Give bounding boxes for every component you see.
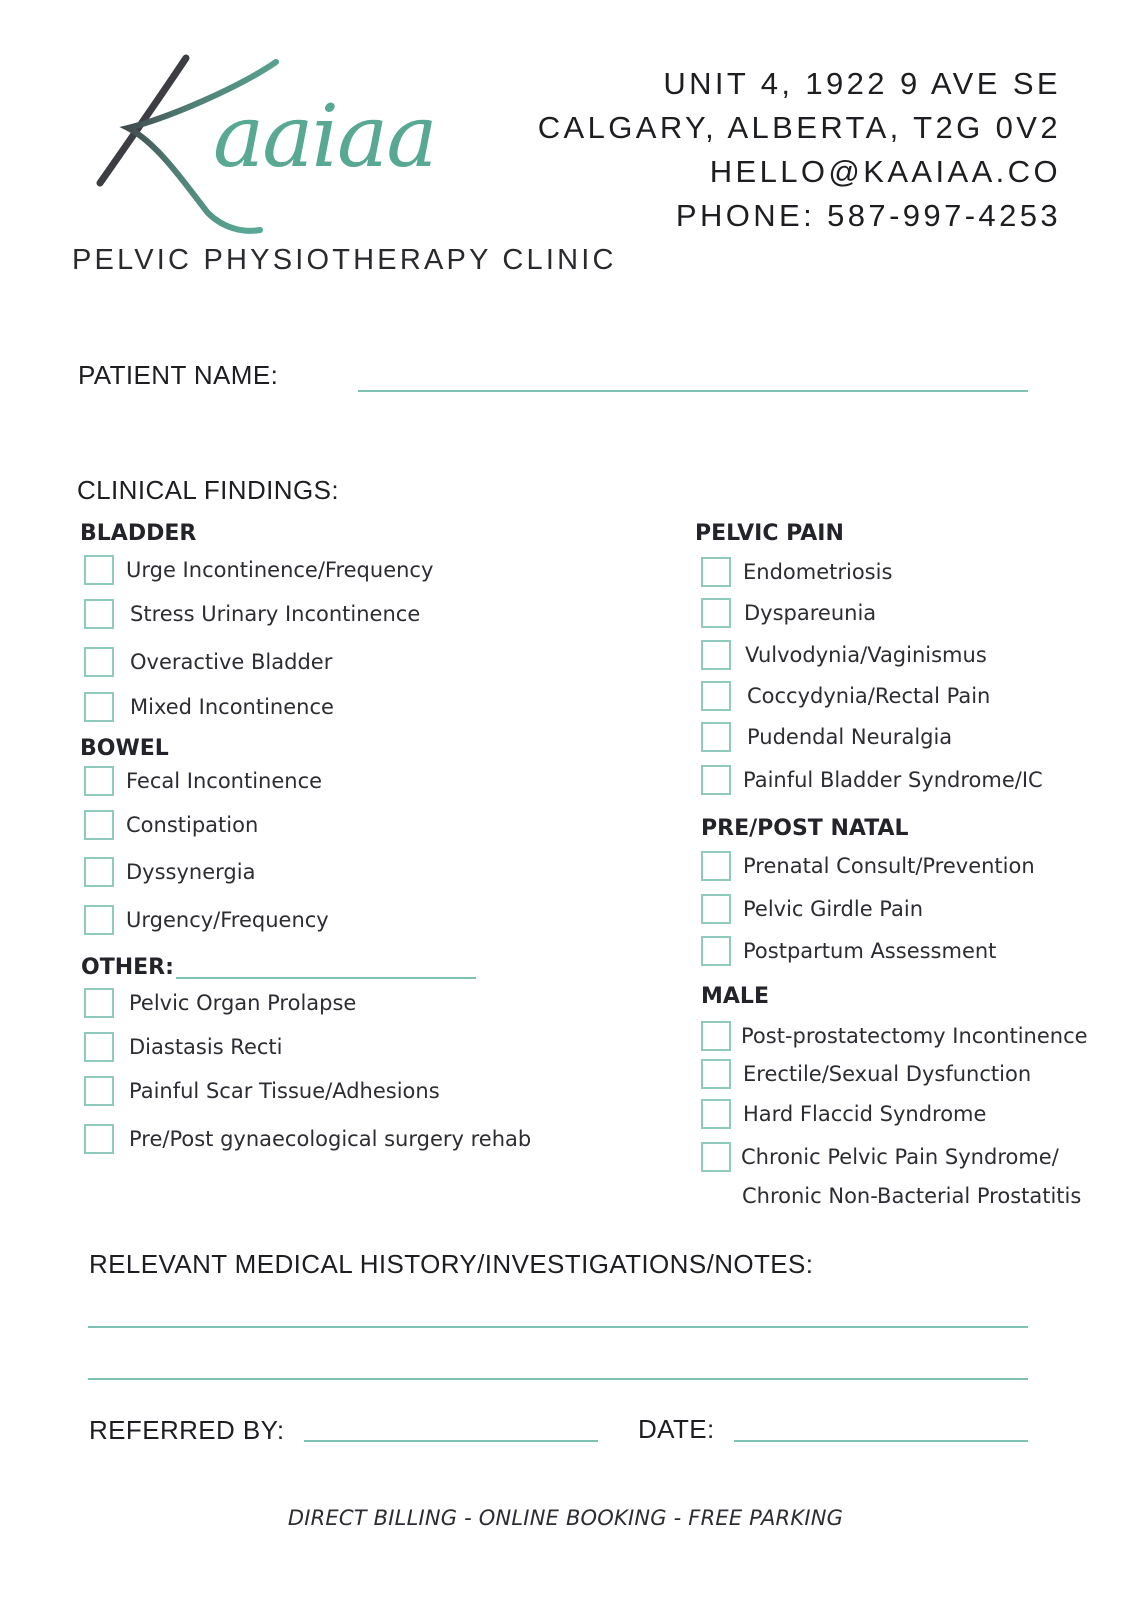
checkbox-diastasis-recti[interactable]: Diastasis Recti: [84, 1032, 283, 1062]
checkbox-box[interactable]: [701, 640, 731, 670]
checkbox-bowel-urgency[interactable]: Urgency/Frequency: [84, 905, 329, 935]
checkbox-box[interactable]: [84, 1124, 114, 1154]
checkbox-gyn-surgery-rehab[interactable]: Pre/Post gynaecological surgery rehab: [84, 1124, 531, 1154]
other-specify-field[interactable]: [176, 977, 476, 979]
footer-services: DIRECT BILLING - ONLINE BOOKING - FREE PARKING: [287, 1506, 844, 1530]
checkbox-box[interactable]: [84, 857, 114, 887]
pelvic-pain-heading: PELVIC PAIN: [695, 521, 844, 546]
checkbox-box[interactable]: [701, 1059, 731, 1089]
checkbox-endometriosis[interactable]: Endometriosis: [701, 557, 892, 587]
patient-name-label: PATIENT NAME:: [78, 360, 279, 390]
referred-by-field[interactable]: [304, 1440, 598, 1442]
checkbox-box[interactable]: [84, 599, 114, 629]
checkbox-box[interactable]: [701, 557, 731, 587]
checkbox-overactive-bladder[interactable]: Overactive Bladder: [84, 647, 332, 677]
checkbox-chronic-pelvic-pain[interactable]: Chronic Pelvic Pain Syndrome/: [701, 1142, 1059, 1172]
checkbox-box[interactable]: [701, 1142, 731, 1172]
checkbox-pelvic-organ-prolapse[interactable]: Pelvic Organ Prolapse: [84, 988, 356, 1018]
clinic-address: [538, 62, 1061, 238]
checkbox-dyssynergia[interactable]: Dyssynergia: [84, 857, 255, 887]
bladder-heading: BLADDER: [80, 521, 197, 546]
checkbox-box[interactable]: [84, 1076, 114, 1106]
address-line-2: CALGARY, ALBERTA, T2G 0V2: [537, 110, 1061, 145]
bowel-heading: BOWEL: [80, 736, 169, 761]
checkbox-dyspareunia[interactable]: Dyspareunia: [701, 598, 876, 628]
date-label: DATE:: [638, 1414, 715, 1444]
checkbox-urge-incontinence[interactable]: Urge Incontinence/Frequency: [84, 555, 433, 585]
checkbox-hard-flaccid[interactable]: Hard Flaccid Syndrome: [701, 1099, 986, 1129]
clinical-findings-label: CLINICAL FINDINGS:: [77, 475, 339, 505]
checkbox-box[interactable]: [701, 894, 731, 924]
kaaiaa-logo: [88, 48, 458, 248]
male-heading: MALE: [701, 984, 769, 1009]
checkbox-box[interactable]: [701, 851, 731, 881]
phone-line: PHONE: 587-997-4253: [675, 198, 1061, 233]
notes-label: RELEVANT MEDICAL HISTORY/INVESTIGATIONS/NOTES:: [89, 1249, 814, 1279]
checkbox-box[interactable]: [84, 905, 114, 935]
checkbox-scar-tissue[interactable]: Painful Scar Tissue/Adhesions: [84, 1076, 440, 1106]
checkbox-box[interactable]: [84, 988, 114, 1018]
checkbox-box[interactable]: [701, 598, 731, 628]
checkbox-prenatal-consult[interactable]: Prenatal Consult/Prevention: [701, 851, 1035, 881]
checkbox-mixed-incontinence[interactable]: Mixed Incontinence: [84, 692, 334, 722]
other-heading: OTHER:: [81, 955, 174, 980]
checkbox-postpartum-assessment[interactable]: Postpartum Assessment: [701, 936, 996, 966]
checkbox-coccydynia[interactable]: Coccydynia/Rectal Pain: [701, 681, 990, 711]
checkbox-vulvodynia[interactable]: Vulvodynia/Vaginismus: [701, 640, 987, 670]
checkbox-box[interactable]: [84, 810, 114, 840]
patient-name-field[interactable]: [358, 390, 1028, 392]
checkbox-box[interactable]: [701, 722, 731, 752]
notes-line-2[interactable]: [88, 1378, 1028, 1380]
checkbox-fecal-incontinence[interactable]: Fecal Incontinence: [84, 766, 322, 796]
checkbox-box[interactable]: [701, 681, 731, 711]
checkbox-box[interactable]: [701, 1099, 731, 1129]
checkbox-box[interactable]: [84, 1032, 114, 1062]
checkbox-box[interactable]: [84, 692, 114, 722]
svg-text:aaiaa: aaiaa: [213, 87, 436, 187]
checkbox-box[interactable]: [701, 1021, 731, 1051]
pre-post-natal-heading: PRE/POST NATAL: [701, 816, 909, 841]
checkbox-constipation[interactable]: Constipation: [84, 810, 258, 840]
date-field[interactable]: [734, 1440, 1028, 1442]
checkbox-pudendal-neuralgia[interactable]: Pudendal Neuralgia: [701, 722, 952, 752]
checkbox-box[interactable]: [701, 765, 731, 795]
checkbox-box[interactable]: [84, 647, 114, 677]
address-line-1: UNIT 4, 1922 9 AVE SE: [663, 66, 1061, 101]
checkbox-post-prostatectomy[interactable]: Post-prostatectomy Incontinence: [701, 1021, 1088, 1051]
checkbox-pelvic-girdle-pain[interactable]: Pelvic Girdle Pain: [701, 894, 923, 924]
notes-line-1[interactable]: [88, 1326, 1028, 1328]
checkbox-box[interactable]: [84, 555, 114, 585]
chronic-prostatitis-continuation: Chronic Non-Bacterial Prostatitis: [742, 1184, 1082, 1208]
referred-by-label: REFERRED BY:: [89, 1415, 285, 1445]
checkbox-painful-bladder[interactable]: Painful Bladder Syndrome/IC: [701, 765, 1043, 795]
checkbox-erectile-dysfunction[interactable]: Erectile/Sexual Dysfunction: [701, 1059, 1031, 1089]
checkbox-box[interactable]: [701, 936, 731, 966]
checkbox-box[interactable]: [84, 766, 114, 796]
checkbox-stress-urinary[interactable]: Stress Urinary Incontinence: [84, 599, 420, 629]
clinic-tagline: PELVIC PHYSIOTHERAPY CLINIC: [72, 244, 617, 276]
email-line: HELLO@KAAIAA.CO: [709, 154, 1061, 189]
